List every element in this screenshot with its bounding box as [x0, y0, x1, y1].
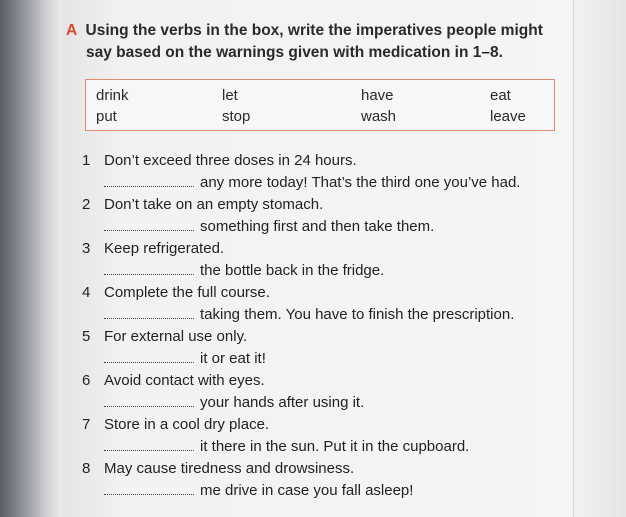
item-warning-line	[82, 458, 562, 480]
word-box-word: drink	[96, 87, 129, 104]
item-number: 6	[82, 372, 91, 389]
item-warning-line	[82, 238, 562, 260]
word-box-word: have	[361, 87, 394, 104]
item-answer-text: something first and then take them.	[200, 218, 435, 235]
instruction-line-1: Using the verbs in the box, write the imperatives people might	[85, 22, 543, 39]
answer-blank[interactable]	[104, 218, 194, 231]
item-number: 2	[82, 196, 91, 213]
item-number: 7	[82, 416, 91, 433]
word-box-word: leave	[490, 108, 526, 125]
item-warning: Keep refrigerated.	[104, 240, 225, 257]
answer-blank[interactable]	[104, 306, 194, 319]
answer-blank[interactable]	[104, 482, 194, 495]
answer-blank[interactable]	[104, 174, 194, 187]
item-number: 4	[82, 284, 91, 301]
answer-blank[interactable]	[104, 262, 194, 275]
item-answer-line	[82, 392, 562, 414]
word-box-word: wash	[361, 108, 397, 125]
answer-blank[interactable]	[104, 394, 194, 407]
answer-blank[interactable]	[104, 438, 194, 451]
item-number: 8	[82, 460, 91, 477]
item-answer-line	[82, 260, 562, 282]
word-box-word: let	[222, 87, 238, 104]
item-warning: Avoid contact with eyes.	[104, 372, 265, 389]
exercise-letter: A	[66, 22, 78, 39]
item-warning-line	[82, 150, 562, 172]
item-warning: Complete the full course.	[104, 284, 270, 301]
item-answer-line	[82, 436, 562, 458]
item-warning: Don’t take on an empty stomach.	[104, 196, 324, 213]
item-answer-text: taking them. You have to finish the prescription.	[200, 306, 515, 323]
verb-word-box	[85, 79, 555, 131]
item-answer-line	[82, 480, 562, 502]
item-warning: Don’t exceed three doses in 24 hours.	[104, 152, 357, 169]
item-warning-line	[82, 326, 562, 348]
item-warning: May cause tiredness and drowsiness.	[104, 460, 355, 477]
item-warning-line	[82, 282, 562, 304]
item-answer-text: it there in the sun. Put it in the cupboard.	[200, 438, 470, 455]
item-warning: Store in a cool dry place.	[104, 416, 270, 433]
item-answer-text: it or eat it!	[200, 350, 266, 367]
exercise-items-list	[82, 150, 562, 502]
answer-blank[interactable]	[104, 350, 194, 363]
item-answer-text: your hands after using it.	[200, 394, 365, 411]
item-answer-text: the bottle back in the fridge.	[200, 262, 385, 279]
instruction-line-2: say based on the warnings given with medication in 1–8.	[86, 44, 503, 61]
word-box-word: eat	[490, 87, 511, 104]
adjacent-page-edge	[573, 0, 626, 517]
item-answer-line	[82, 216, 562, 238]
item-answer-line	[82, 172, 562, 194]
item-answer-text: any more today! That’s the third one you’ve had.	[200, 174, 521, 191]
item-answer-line	[82, 304, 562, 326]
item-answer-line	[82, 348, 562, 370]
item-warning: For external use only.	[104, 328, 248, 345]
item-warning-line	[82, 194, 562, 216]
item-warning-line	[82, 414, 562, 436]
item-answer-text: me drive in case you fall asleep!	[200, 482, 414, 499]
exercise-heading	[66, 20, 566, 64]
item-number: 5	[82, 328, 91, 345]
item-number: 1	[82, 152, 91, 169]
item-warning-line	[82, 370, 562, 392]
book-binding-shadow	[0, 0, 62, 517]
word-box-word: stop	[222, 108, 251, 125]
item-number: 3	[82, 240, 91, 257]
word-box-word: put	[96, 108, 117, 125]
